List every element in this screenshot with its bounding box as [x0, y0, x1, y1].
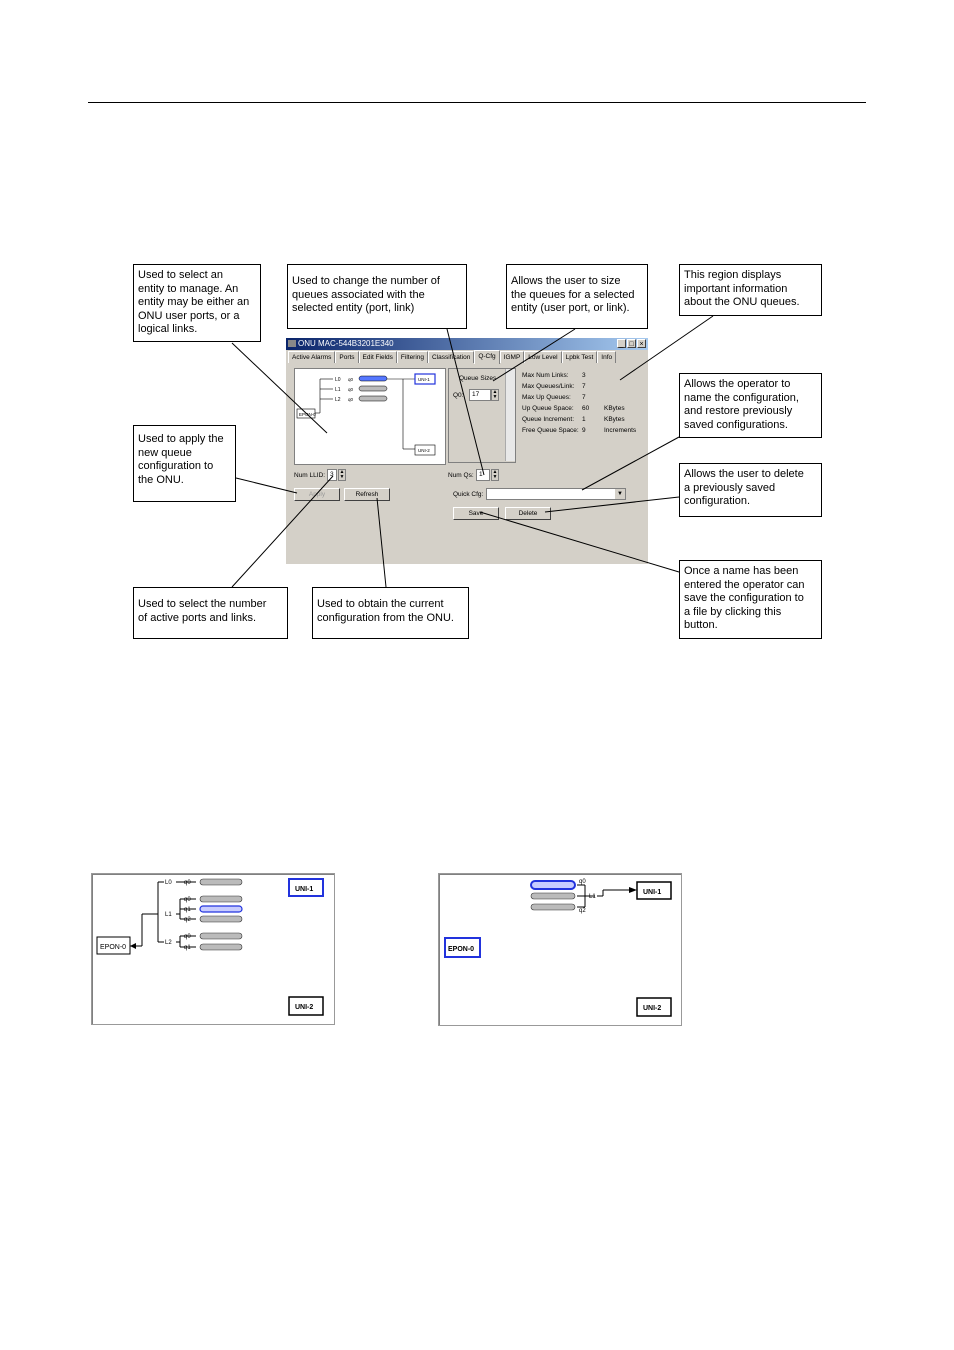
queue-label: q2 — [579, 908, 586, 914]
link-label: L2 — [335, 397, 341, 403]
tab-filtering[interactable]: Filtering — [397, 351, 428, 363]
uni2-label: UNI-2 — [418, 448, 430, 453]
q0-spinner[interactable]: ▲ ▼ — [492, 389, 498, 400]
figure-left-diagram — [91, 873, 335, 1025]
callout-delete: Allows the user to delete a previously saved configuration. — [679, 463, 822, 517]
info-value: 7 — [582, 383, 586, 390]
arrow-icon — [629, 887, 637, 893]
queue-label: q1 — [184, 945, 191, 951]
q0-input[interactable]: 17 — [469, 389, 491, 401]
tab-lpbk-test[interactable]: Lpbk Test — [562, 351, 598, 363]
epon-label: EPON-0 — [299, 412, 316, 417]
queue-bar[interactable] — [200, 944, 242, 950]
info-label: Max Up Queues: — [522, 394, 571, 401]
info-label: Max Num Links: — [522, 372, 569, 379]
queue-bar[interactable] — [531, 881, 575, 889]
apply-button[interactable]: Apply — [294, 488, 340, 501]
figure-right-diagram — [438, 873, 682, 1026]
queue-label: q0 — [184, 880, 191, 886]
queue-sizes-group — [448, 368, 516, 463]
num-qs-label: Num Qs: — [448, 472, 474, 479]
uni2-label: UNI-2 — [643, 1005, 662, 1012]
q0-label: Q0: — [453, 392, 464, 399]
uni1-label: UNI-1 — [643, 889, 662, 896]
tab-active-alarms[interactable]: Active Alarms — [288, 351, 335, 363]
queue-label: q0 — [348, 377, 354, 382]
uni1-label: UNI-1 — [418, 377, 430, 382]
onu-icon — [288, 340, 296, 347]
maximize-icon[interactable]: □ — [627, 339, 636, 348]
callout-name-config: Allows the operator to name the configuration, and restore previously saved configurations. — [679, 373, 822, 438]
info-label: Free Queue Space: — [522, 427, 579, 434]
tab-classification[interactable]: Classification — [428, 351, 474, 363]
quick-cfg-select[interactable] — [486, 488, 626, 500]
queue-label: q0 — [184, 897, 191, 903]
tab-strip — [288, 351, 616, 363]
queue-label: q2 — [184, 917, 191, 923]
figure-right-svg — [439, 874, 681, 1025]
tab-info[interactable]: Info — [597, 351, 616, 363]
minimize-icon[interactable]: _ — [617, 339, 626, 348]
link-label: L0 — [165, 880, 172, 886]
close-icon[interactable]: × — [637, 339, 646, 348]
tab-ports[interactable]: Ports — [335, 351, 358, 363]
queue-bar[interactable] — [200, 916, 242, 922]
num-qs-input[interactable]: 1 — [476, 469, 490, 481]
num-qs-spinner[interactable]: ▲ ▼ — [492, 469, 498, 480]
queue-scrollbar[interactable] — [505, 369, 515, 461]
link-label: L1 — [335, 387, 341, 393]
link-label: L0 — [335, 377, 341, 383]
epon-label: EPON-0 — [448, 946, 475, 953]
refresh-button[interactable]: Refresh — [344, 488, 390, 501]
onu-window — [286, 338, 648, 564]
info-value: 60 — [582, 405, 590, 412]
uni2-label: UNI-2 — [295, 1004, 314, 1011]
callout-refresh: Used to obtain the current configuration from the ONU. — [312, 587, 469, 639]
callout-apply: Used to apply the new queue configuration to the ONU. — [133, 425, 236, 502]
window-titlebar — [286, 338, 648, 350]
info-value: 7 — [582, 394, 586, 401]
window-title: ONU MAC-544B3201E340 — [298, 339, 394, 348]
chevron-down-icon[interactable]: ▼ — [615, 489, 625, 499]
figure-left-svg — [92, 874, 334, 1024]
link-label: L2 — [165, 940, 172, 946]
quick-cfg-label: Quick Cfg: — [453, 491, 484, 498]
queue-label: q1 — [184, 907, 191, 913]
uni1-label: UNI-1 — [295, 886, 314, 893]
queue-bar[interactable] — [200, 879, 242, 885]
callout-save: Once a name has been entered the operator can save the configuration to a file by clicking this button. — [679, 560, 822, 639]
save-button[interactable]: Save — [453, 507, 499, 520]
callout-num-ports: Used to select the number of active ports and links. — [133, 587, 288, 639]
info-label: Queue Increment: — [522, 416, 575, 423]
queue-bar[interactable] — [531, 893, 575, 899]
queue-bar[interactable] — [359, 396, 387, 401]
entity-diagram[interactable] — [294, 368, 446, 465]
queue-bar[interactable] — [200, 933, 242, 939]
arrow-icon — [130, 943, 136, 949]
queue-bar[interactable] — [200, 906, 242, 912]
num-llid-label: Num LLID: — [294, 472, 326, 479]
info-label: Max Queues/Link: — [522, 383, 575, 390]
info-unit: Increments — [604, 427, 637, 434]
queue-label: q0 — [184, 934, 191, 940]
queue-sizes-label: Queue Sizes — [459, 375, 497, 382]
callout-select-entity: Used to select an entity to manage. An entity may be either an ONU user ports, or a logical links. — [133, 264, 261, 342]
entity-diagram-svg — [295, 369, 445, 464]
epon-label: EPON-0 — [100, 944, 127, 951]
callout-num-queues: Used to change the number of queues associated with the selected entity (port, link) — [287, 264, 467, 329]
info-unit: KBytes — [604, 405, 625, 412]
num-llid-input[interactable]: 3 — [327, 469, 337, 481]
info-unit: KBytes — [604, 416, 625, 423]
header-rule — [88, 102, 866, 103]
callout-region-info: This region displays important information about the ONU queues. — [679, 264, 822, 316]
tab-edit-fields[interactable]: Edit Fields — [359, 351, 397, 363]
num-llid-spinner[interactable]: ▲ ▼ — [339, 469, 345, 480]
callout-size-queues: Allows the user to size the queues for a selected entity (user port, or link). — [506, 264, 648, 329]
queue-label: q0 — [348, 387, 354, 392]
tab-igmp[interactable]: IGMP — [500, 351, 525, 363]
info-value: 1 — [582, 416, 586, 423]
queue-label: q0 — [579, 879, 586, 885]
queue-bar[interactable] — [359, 376, 387, 381]
delete-button[interactable]: Delete — [505, 507, 551, 520]
queue-label: q0 — [348, 397, 354, 402]
tab-low-level[interactable]: Low Level — [524, 351, 561, 363]
info-label: Up Queue Space: — [522, 405, 574, 412]
info-value: 3 — [582, 372, 586, 379]
link-label: L1 — [165, 912, 172, 918]
queue-bar[interactable] — [200, 896, 242, 902]
queue-bar[interactable] — [359, 386, 387, 391]
info-value: 9 — [582, 427, 586, 434]
tab-q-cfg[interactable]: Q-Cfg — [474, 350, 499, 364]
link-label: L1 — [589, 894, 596, 900]
queue-bar[interactable] — [531, 904, 575, 910]
